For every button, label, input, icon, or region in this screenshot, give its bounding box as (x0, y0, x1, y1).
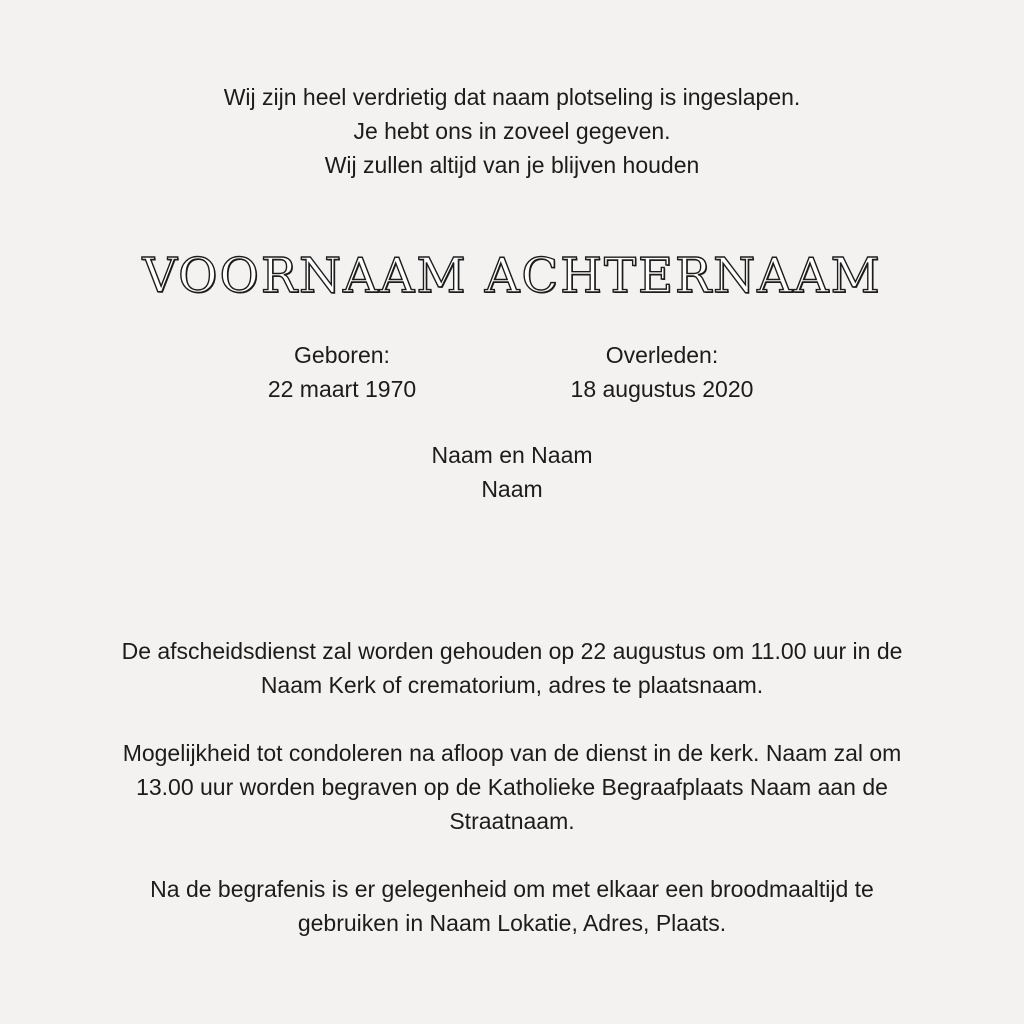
service-line: De afscheidsdienst zal worden gehouden op 22 augustus om 11.00 uur in de (121, 638, 903, 664)
family-line: Naam (481, 476, 543, 502)
reception-line: gebruiken in Naam Lokatie, Adres, Plaats. (297, 910, 727, 936)
poem-line: Wij zijn heel verdrietig dat naam plotseling is ingeslapen. (223, 84, 801, 110)
poem-line: Je hebt ons in zoveel gegeven. (353, 118, 671, 144)
service-line: Naam Kerk of crematorium, adres te plaatsnaam. (260, 672, 764, 698)
details-block (0, 634, 1024, 974)
condolence-line: Mogelijkheid tot condoleren na afloop van de dienst in de kerk. Naam zal om (122, 740, 902, 766)
poem-line: Wij zullen altijd van je blijven houden (324, 152, 700, 178)
family-line: Naam en Naam (431, 442, 593, 468)
condolence-line: Straatnaam. (449, 808, 575, 834)
died-label: Overleden: (605, 342, 719, 368)
service-paragraph (0, 634, 1024, 702)
born-label: Geboren: (294, 342, 390, 368)
born-block (212, 338, 472, 406)
deceased-name: VOORNAAM ACHTERNAAM (142, 248, 882, 304)
born-date: 22 maart 1970 (267, 376, 417, 402)
reception-line: Na de begrafenis is er gelegenheid om met elkaar een broodmaaltijd te (150, 876, 874, 902)
reception-paragraph (0, 872, 1024, 940)
poem-block (0, 80, 1024, 182)
condolence-line: 13.00 uur worden begraven op de Katholieke Begraafplaats Naam aan de (136, 774, 888, 800)
died-block (532, 338, 792, 406)
family-block (0, 438, 1024, 506)
died-date: 18 augustus 2020 (570, 376, 754, 402)
condolence-paragraph (0, 736, 1024, 838)
